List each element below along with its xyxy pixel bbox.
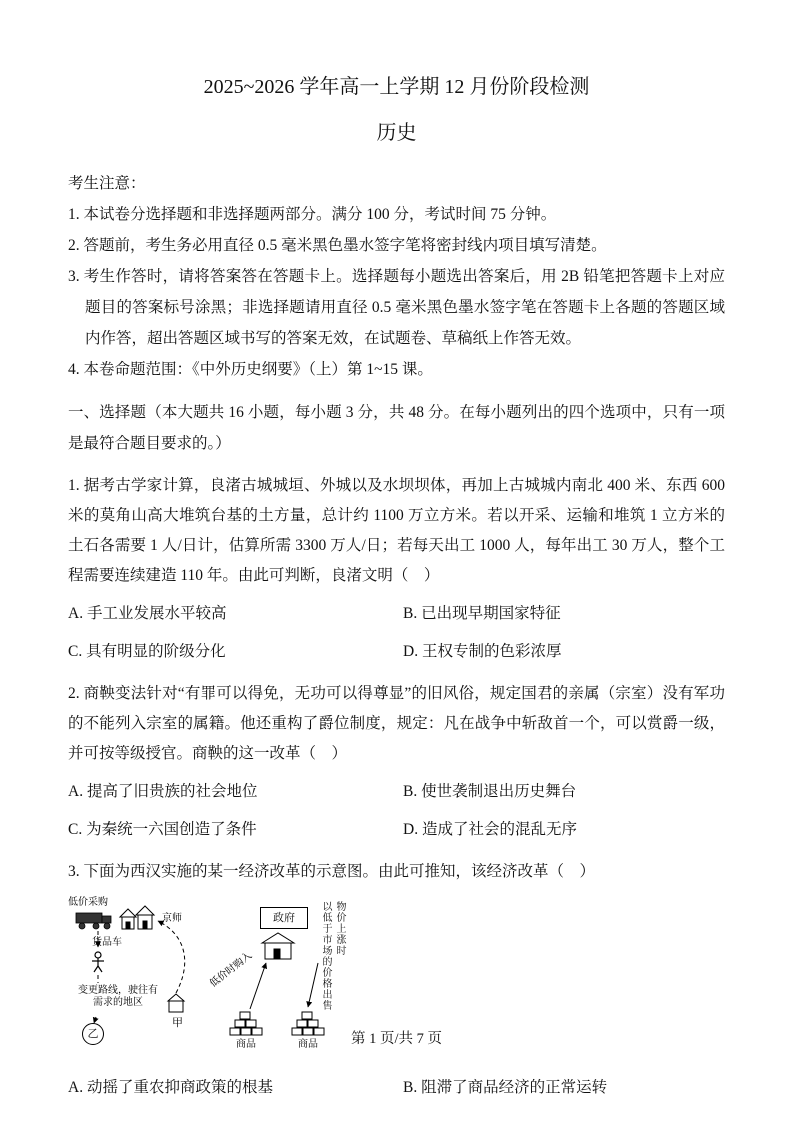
question-options [68, 777, 725, 845]
option-d: D. 造成了社会的混乱无序 [403, 821, 577, 838]
option-c: C. 为秦统一六国创造了条件 [68, 821, 257, 838]
place-yi-node: 乙 [82, 1023, 104, 1045]
notice-item: 2. 答题前，考生务必用直径 0.5 毫米黑色墨水签字笔将密封线内项目填写清楚。 [68, 237, 607, 254]
exam-title: 2025~2026 学年高一上学期 12 月份阶段检测 [203, 76, 590, 98]
buy-low-label: 低价时购入 [208, 950, 255, 990]
government-box: 政府 [260, 907, 308, 929]
notice-item: 1. 本试卷分选择题和非选择题两部分。满分 100 分，考试时间 75 分钟。 [68, 206, 557, 223]
sell-action-text: 以低于市场的价格出售 [320, 901, 331, 1011]
low-price-purchase-label: 低价采购 [68, 897, 108, 908]
question-stem: 3. 下面为西汉实施的某一经济改革的示意图。由此可推知，该经济改革（ ） [68, 863, 596, 880]
reroute-label: 变更路线，驶往有需求的地区 [78, 985, 158, 1008]
option-b: B. 阻滞了商品经济的正常运转 [403, 1079, 608, 1096]
place-jia-label: 甲 [172, 1017, 183, 1029]
commodity-label: 商品 [236, 1039, 256, 1050]
option-b: B. 使世袭制退出历史舞台 [403, 783, 577, 800]
goods-cart-label: 货品车 [92, 937, 122, 948]
question-stem: 1. 据考古学家计算，良渚古城城垣、外城以及水坝坝体，再加上古城城内南北 400 米、东西 600 米的莫角山高大堆筑台基的土方量，总计约 1100 万立方米。若以开采、运输和堆筑 1 立方米的土石各需要 1 人/日计，估算所需 3300 万人/日；若每天出工 1000 人，每年出工 30 万人，整个工程需要连续建造 110 年。由此可判断，良渚文明（ ） [68, 477, 725, 584]
commodity-label: 商品 [298, 1039, 318, 1050]
notice-heading: 考生注意： [68, 175, 146, 192]
question-options [68, 599, 725, 667]
page-number: 第 1 页/共 7 页 [350, 1031, 443, 1047]
option-c: C. 具有明显的阶级分化 [68, 643, 226, 660]
capital-label: 京师 [162, 913, 182, 924]
sell-time-text: 物价上涨时 [334, 901, 345, 956]
option-d: D. 王权专制的色彩浓厚 [403, 643, 562, 660]
notice-item: 4. 本卷命题范围：《中外历史纲要》（上）第 1~15 课。 [68, 361, 433, 378]
sell-high-vertical-text [318, 901, 346, 1019]
question-stem: 2. 商鞅变法针对“有罪可以得免，无功可以得尊显”的旧风俗，规定国君的亲属（宗室）没有军功的不能列入宗室的属籍。他还重构了爵位制度，规定：凡在战争中斩敌首一个，可以赏爵一级，并可按等级授官。商鞅的这一改革（ ） [68, 685, 725, 762]
person-icon [92, 952, 104, 972]
option-b: B. 已出现早期国家特征 [403, 605, 561, 622]
cart-icon [76, 913, 111, 929]
option-a: A. 手工业发展水平较高 [68, 605, 227, 622]
option-a: A. 动摇了重农抑商政策的根基 [68, 1079, 273, 1096]
question-options [68, 1073, 725, 1103]
jia-building-icon [168, 994, 184, 1012]
option-a: A. 提高了旧贵族的社会地位 [68, 783, 258, 800]
notice-item: 3. 考生作答时，请将答案答在答题卡上。选择题每小题选出答案后，用 2B 铅笔把答题卡上对应题目的答案标号涂黑；非选择题请用直径 0.5 毫米黑色墨水签字笔在答题卡上各题的答题区域内作答，超出答题区域书写的答案无效，在试题卷、草稿纸上作答无效。 [68, 268, 725, 347]
government-house-icon [262, 933, 294, 959]
exam-subject: 历史 [376, 122, 417, 144]
section-heading: 一、选择题（本大题共 16 小题，每小题 3 分，共 48 分。在每小题列出的四个选项中，只有一项是最符合题目要求的。） [68, 404, 725, 452]
capital-houses-icon [120, 906, 154, 929]
